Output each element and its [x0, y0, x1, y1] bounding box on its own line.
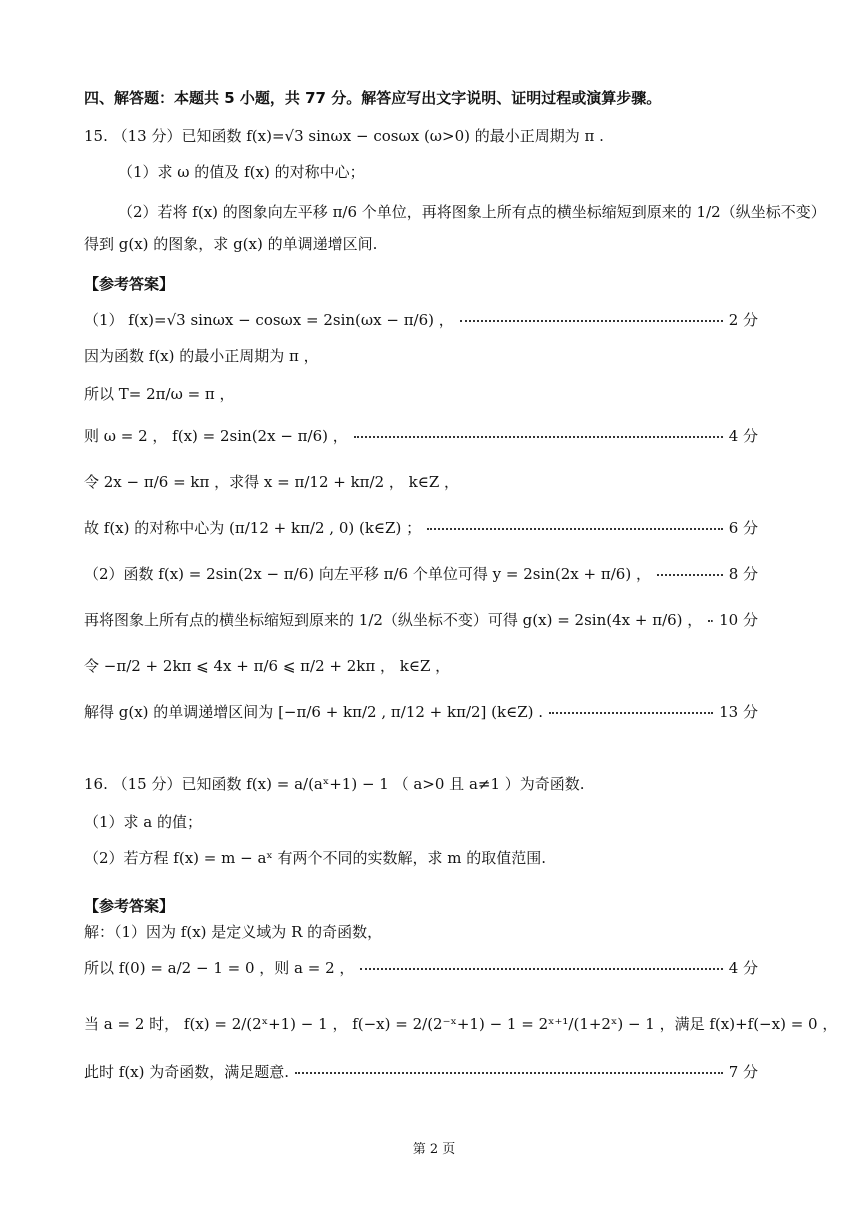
- q15-answer-label: 【参考答案】: [84, 274, 175, 293]
- q16-part2: （2）若方程 f(x) = m − aˣ 有两个不同的实数解，求 m 的取值范围.: [84, 848, 547, 867]
- score: 10 分: [719, 610, 758, 629]
- q15-stem: 15. （13 分）已知函数 f(x)=√3 sinωx − cosωx (ω>0) 的最小正周期为 π .: [84, 126, 604, 145]
- q16-stem: 16. （15 分）已知函数 f(x) = a/(aˣ+1) − 1 （ a>0 且 a≠1 ）为奇函数.: [84, 774, 585, 793]
- leader-dots: [295, 1072, 723, 1074]
- q15-step6: 故 f(x) 的对称中心为 (π/12 + kπ/2 , 0) (k∈Z) ； 6 分: [84, 518, 758, 537]
- q16-step1: 解：（1）因为 f(x) 是定义域为 R 的奇函数，: [84, 922, 383, 941]
- page-number: 第 2 页: [412, 1142, 456, 1157]
- q15-step4: 则 ω = 2 ， f(x) = 2sin(2x − π/6) ， 4 分: [84, 426, 758, 445]
- leader-dots: [354, 436, 723, 438]
- score: 13 分: [719, 702, 758, 721]
- q16-answer-label: 【参考答案】: [84, 896, 175, 915]
- q16-part1: （1）求 a 的值；: [84, 812, 203, 831]
- q15-step10: 解得 g(x) 的单调递增区间为 [−π/6 + kπ/2 , π/12 + kπ/2] (k∈Z) . 13 分: [84, 702, 758, 721]
- q15-step9: 令 −π/2 + 2kπ ⩽ 4x + π/6 ⩽ π/2 + 2kπ ， k∈Z ，: [84, 656, 451, 675]
- score: 4 分: [728, 958, 758, 977]
- section-title: 四、解答题：本题共 5 小题，共 77 分。解答应写出文字说明、证明过程或演算步骤。: [84, 88, 662, 107]
- q15-step2: 因为函数 f(x) 的最小正周期为 π ，: [84, 346, 319, 365]
- q15-part2-line1: （2）若将 f(x) 的图象向左平移 π/6 个单位，再将图象上所有点的横坐标缩短到原来的 1/2（纵坐标不变）: [118, 202, 826, 221]
- q16-step2: 所以 f(0) = a/2 − 1 = 0 ，则 a = 2 ， 4 分: [84, 958, 758, 977]
- q15-step3: 所以 T= 2π/ω = π ，: [84, 384, 235, 403]
- q16-step4: 此时 f(x) 为奇函数，满足题意. 7 分: [84, 1062, 758, 1081]
- score: 6 分: [728, 518, 758, 537]
- score: 8 分: [728, 564, 758, 583]
- leader-dots: [549, 712, 713, 714]
- q15-step8: 再将图象上所有点的横坐标缩短到原来的 1/2（纵坐标不变）可得 g(x) = 2sin(4x + π/6) ， 10 分: [84, 610, 758, 629]
- score: 2 分: [728, 310, 758, 329]
- leader-dots: [460, 320, 723, 322]
- leader-dots: [360, 968, 722, 970]
- q15-step1: （1） f(x)=√3 sinωx − cosωx = 2sin(ωx − π/6) ， 2 分: [84, 310, 758, 329]
- leader-dots: [708, 620, 713, 622]
- q16-step3: 当 a = 2 时， f(x) = 2/(2ˣ+1) − 1 ， f(−x) = 2/(2⁻ˣ+1) − 1 = 2ˣ⁺¹/(1+2ˣ) − 1 ，满足 f(x)+f(−x) = 0 ，: [84, 1014, 838, 1033]
- score: 4 分: [728, 426, 758, 445]
- q15-part1: （1）求 ω 的值及 f(x) 的对称中心；: [118, 162, 365, 181]
- leader-dots: [427, 528, 723, 530]
- q15-part2-line2: 得到 g(x) 的图象，求 g(x) 的单调递增区间.: [84, 234, 378, 253]
- q15-step5: 令 2x − π/6 = kπ ，求得 x = π/12 + kπ/2 ， k∈Z ，: [84, 472, 460, 491]
- score: 7 分: [728, 1062, 758, 1081]
- leader-dots: [657, 574, 723, 576]
- q15-step7: （2）函数 f(x) = 2sin(2x − π/6) 向左平移 π/6 个单位可得 y = 2sin(2x + π/6) ， 8 分: [84, 564, 758, 583]
